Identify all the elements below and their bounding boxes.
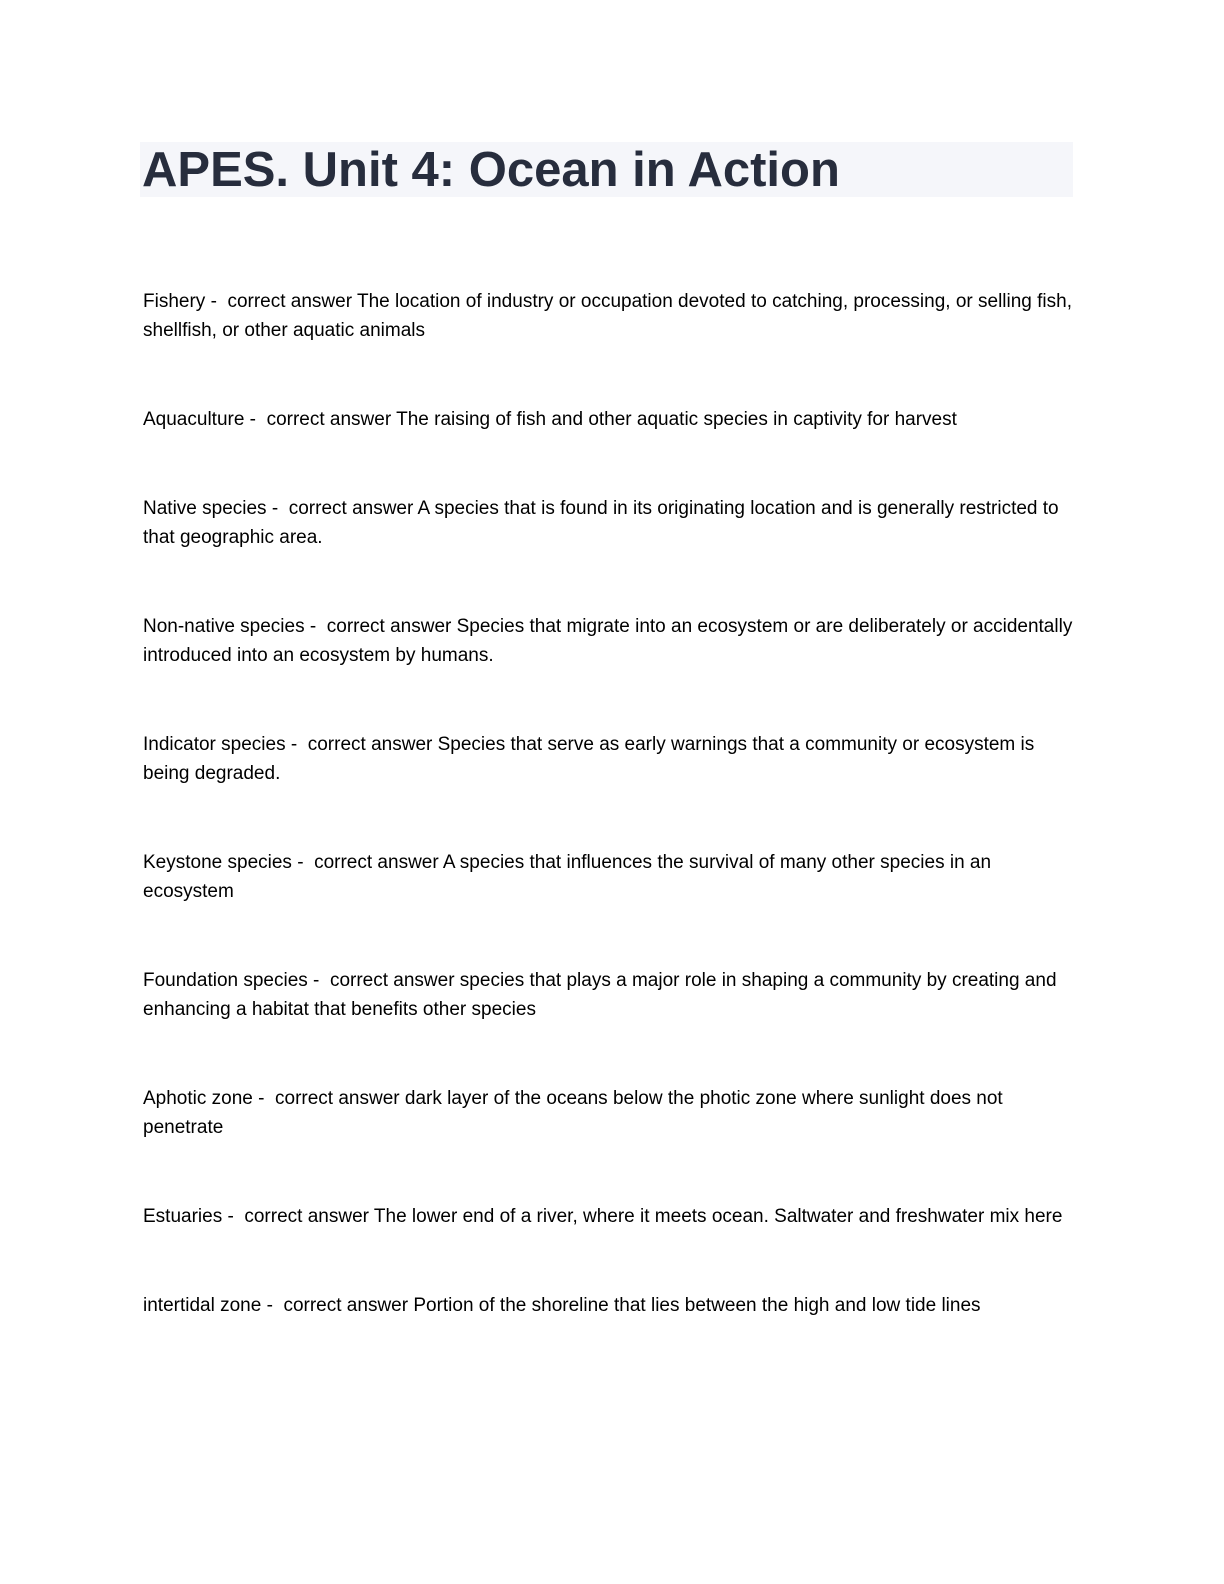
flashcard-entry-foundation-species: Foundation species - correct answer species that plays a major role in shaping a community by creating and enhancing a habitat that benefits other species: [143, 970, 1062, 1020]
flashcard-entry-non-native-species: Non-native species - correct answer Species that migrate into an ecosystem or are deliberately or accidentally introduced into an ecosystem by humans.: [143, 616, 1078, 666]
flashcard-entry-keystone-species: Keystone species - correct answer A species that influences the survival of many other species in an ecosystem: [143, 852, 997, 902]
flashcard-entry-indicator-species: Indicator species - correct answer Species that serve as early warnings that a community or ecosystem is being degraded.: [143, 734, 1040, 784]
flashcard-entry-native-species: Native species - correct answer A species that is found in its originating location and is generally restricted to that geographic area.: [143, 498, 1064, 548]
flashcard-entry-aquaculture: Aquaculture - correct answer The raising of fish and other aquatic species in captivity for harvest: [143, 409, 957, 430]
flashcard-entry-aphotic-zone: Aphotic zone - correct answer dark layer of the oceans below the photic zone where sunlight does not penetrate: [143, 1088, 1008, 1138]
flashcard-list: [143, 287, 1078, 1380]
flashcard-entry-intertidal-zone: intertidal zone - correct answer Portion of the shoreline that lies between the high and low tide lines: [143, 1295, 981, 1316]
page-title: APES. Unit 4: Ocean in Action: [142, 143, 840, 197]
flashcard-entry-estuaries: Estuaries - correct answer The lower end of a river, where it meets ocean. Saltwater and freshwater mix here: [143, 1206, 1063, 1227]
flashcard-entry-fishery: Fishery - correct answer The location of industry or occupation devoted to catching, processing, or selling fish, shellfish, or other aquatic animals: [143, 291, 1078, 341]
